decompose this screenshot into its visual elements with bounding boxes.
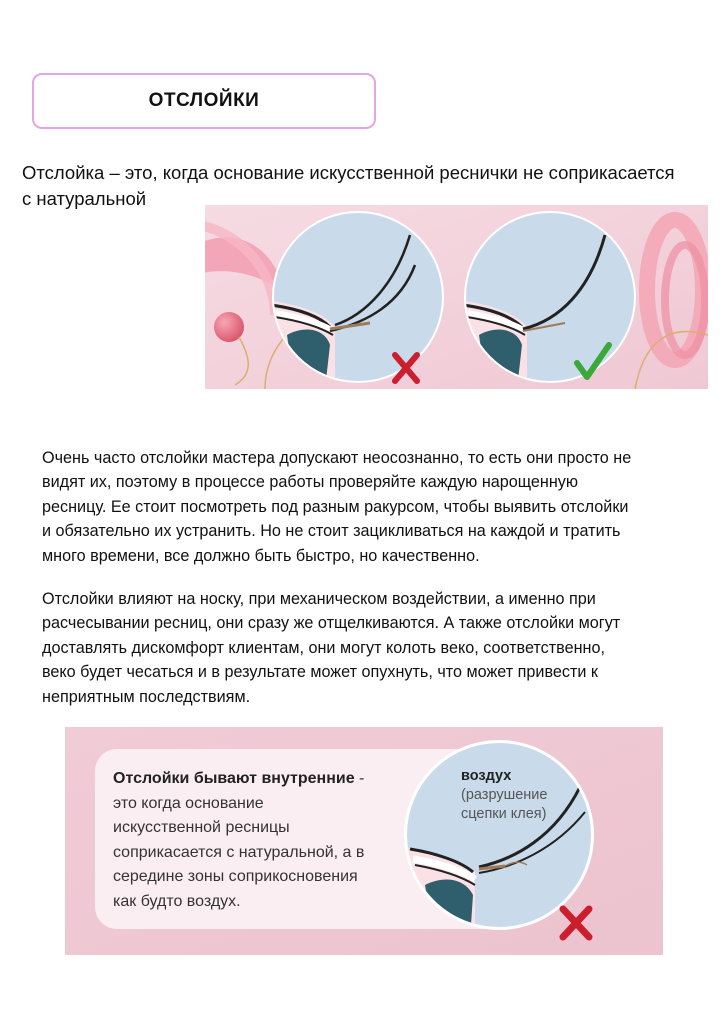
intro-line-1: Отслойка – это, когда основание искусственной реснички не соприкасается [22, 162, 675, 183]
paragraph-2-line: доставлять дискомфорт клиентам, они могут колоть веко, соответственно, [42, 638, 605, 657]
section-title-box [32, 73, 376, 129]
section-title: ОТСЛОЙКИ [148, 90, 260, 111]
card-line: середине зоны соприкосновения [113, 868, 358, 886]
paragraph-1-line: и обязательно их устранить. Но не стоит зацикливаться на каждой и тратить [42, 522, 621, 541]
paragraph-2-line: веко будет чесаться и в результате может опухнуть, что может привести к [42, 663, 599, 682]
paragraph-1-line: ресницу. Ее стоит посмотреть под разным ракурсом, чтобы выявить отслойки [42, 497, 629, 516]
card-line: это когда основание [113, 794, 264, 812]
air-label [461, 767, 547, 824]
paragraph-1-line: много времени, все должно быть быстро, но качественно. [42, 546, 480, 565]
card-text [113, 767, 433, 915]
card-lead-line [113, 767, 433, 792]
lash-comparison-illustration [205, 205, 708, 389]
paragraph-1-line: Очень часто отслойки мастера допускают неосознанно, то есть они просто не [42, 449, 632, 467]
card-line: искусственной ресницы [113, 819, 290, 837]
paragraph-2-line: расчесывании ресниц, они сразу же отщелкиваются. А также отслойки могут [42, 614, 621, 633]
air-label-sub-1: (разрушение [461, 787, 548, 803]
intro-line-2: с натуральной [22, 188, 147, 209]
paragraph-2 [42, 587, 692, 709]
paragraph-2-line: Отслойки влияют на носку, при механическом воздействии, а именно при [42, 590, 596, 608]
card-line: соприкасается с натуральной, а в [113, 843, 365, 861]
air-label-main: воздух [461, 768, 512, 784]
air-label-sub-2: сцепки клея) [461, 806, 547, 822]
paragraph-1 [42, 446, 692, 568]
card-line: как будто воздух. [113, 892, 241, 910]
paragraph-2-line: неприятным последствиям. [42, 687, 251, 706]
card-lead: Отслойки бывают внутренние [113, 770, 355, 787]
card-dash: - [354, 770, 365, 787]
paragraph-1-line: видят их, поэтому в процессе работы проверяйте каждую нарощенную [42, 473, 579, 492]
